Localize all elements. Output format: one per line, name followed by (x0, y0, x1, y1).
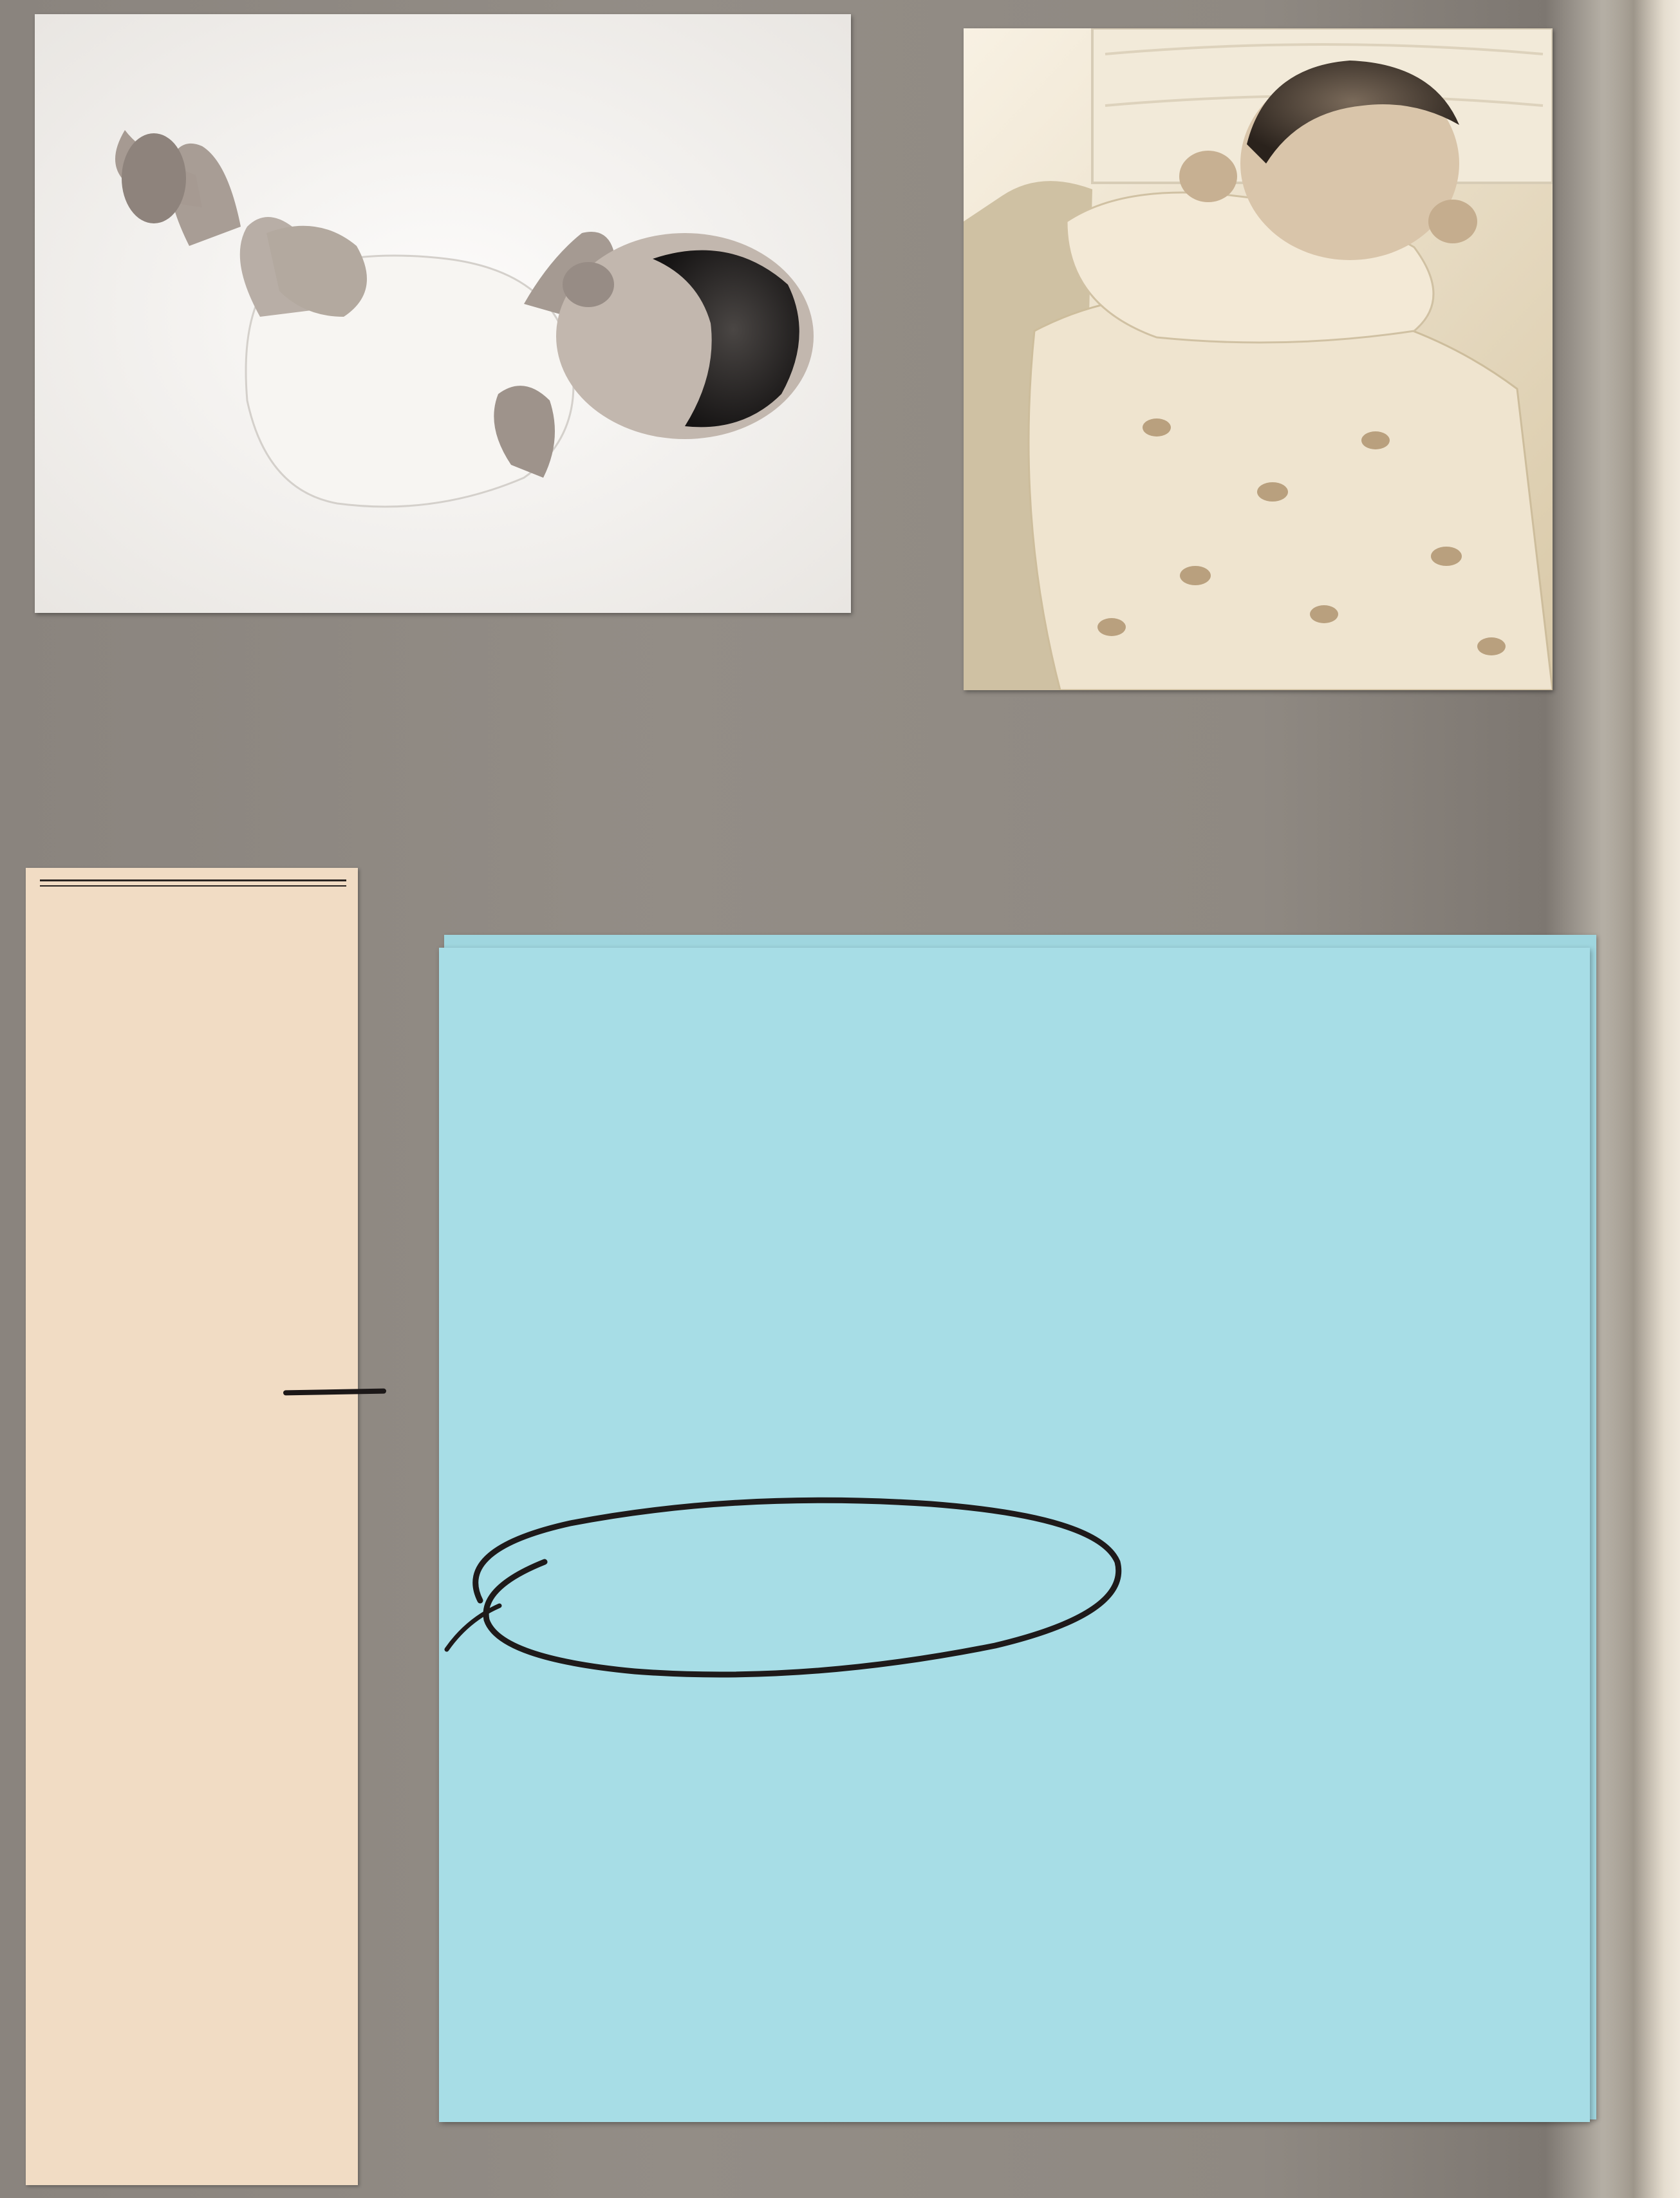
baby-photo-right (964, 28, 1553, 690)
baby-lying-photo-icon (35, 14, 851, 613)
clipping-rule (40, 879, 346, 881)
pen-circle-annotation (442, 1491, 1143, 1691)
clipping-rule-2 (40, 885, 346, 887)
baby-blanket-photo-icon (964, 28, 1553, 690)
baby-photo-left (35, 14, 851, 613)
page-edge (1603, 0, 1680, 2198)
vital-statistics-clipping (26, 868, 358, 2185)
